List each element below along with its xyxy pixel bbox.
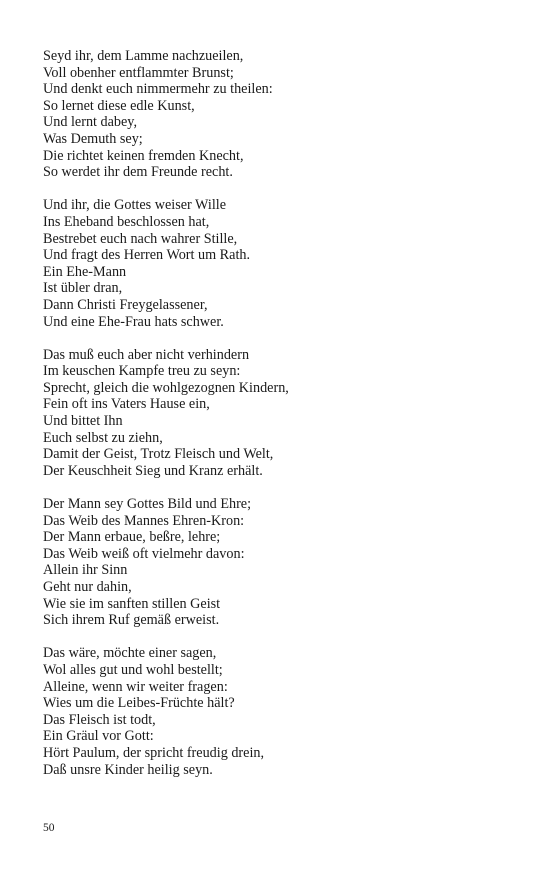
poem-line: Dann Christi Freygelassener, <box>43 296 208 313</box>
poem-line: Damit der Geist, Trotz Fleisch und Welt, <box>43 446 274 463</box>
poem-line: Das muß euch aber nicht verhindern <box>43 346 250 363</box>
poem-line: Und eine Ehe-Frau hats schwer. <box>43 313 224 330</box>
stanza <box>43 645 513 778</box>
poem-line: Und ihr, die Gottes weiser Wille <box>43 197 226 214</box>
poem-line: Im keuschen Kampfe treu zu seyn: <box>43 363 241 380</box>
poem-line: Sprecht, gleich die wohlgezognen Kindern, <box>43 379 289 396</box>
stanza <box>43 197 513 330</box>
poem-line: Und bittet Ihn <box>43 413 123 430</box>
poem-line: So werdet ihr dem Freunde recht. <box>43 164 233 181</box>
poem-line: Das Weib weiß oft vielmehr davon: <box>43 545 245 562</box>
poem-line: Ein Ehe-Mann <box>43 263 127 280</box>
poem-line: Der Mann sey Gottes Bild und Ehre; <box>43 496 252 513</box>
poem-line: Alleine, wenn wir weiter fragen: <box>43 678 228 695</box>
poem-line: Und denkt euch nimmermehr zu theilen: <box>43 81 273 98</box>
poem-line: Was Demuth sey; <box>43 130 143 147</box>
poem-line: Das wäre, möchte einer sagen, <box>43 645 217 662</box>
poem-line: So lernet diese edle Kunst, <box>43 97 195 114</box>
poem-line: Allein ihr Sinn <box>43 562 128 579</box>
poem-line: Ist übler dran, <box>43 280 123 297</box>
poem-line: Die richtet keinen fremden Knecht, <box>43 147 244 164</box>
poem-line: Wie sie im sanften stillen Geist <box>43 595 221 612</box>
stanza <box>43 347 513 480</box>
poem-line: Ein Gräul vor Gott: <box>43 728 154 745</box>
poem-line: Der Mann erbaue, beßre, lehre; <box>43 529 221 546</box>
poem-line: Voll obenher entflammter Brunst; <box>43 64 234 81</box>
stanza <box>43 48 513 181</box>
poem-line: Das Weib des Mannes Ehren-Kron: <box>43 512 245 529</box>
poem-line: Wies um die Leibes-Früchte hält? <box>43 695 235 712</box>
page-number: 50 <box>43 822 55 834</box>
poem-line: Hört Paulum, der spricht freudig drein, <box>43 744 265 761</box>
poem-line: Sich ihrem Ruf gemäß erweist. <box>43 612 220 629</box>
poem-line: Seyd ihr, dem Lamme nachzueilen, <box>43 48 244 64</box>
poem-line: Fein oft ins Vaters Hause ein, <box>43 396 210 413</box>
poem-line: Geht nur dahin, <box>43 579 132 595</box>
poem-line: Wol alles gut und wohl bestellt; <box>43 661 223 678</box>
poem-line: Der Keuschheit Sieg und Kranz erhält. <box>43 462 263 479</box>
poem-line: Ins Eheband beschlossen hat, <box>43 213 210 230</box>
poem-line: Und fragt des Herren Wort um Rath. <box>43 247 251 264</box>
poem-line: Euch selbst zu ziehn, <box>43 429 163 446</box>
poem-line: Und lernt dabey, <box>43 114 138 131</box>
poem-line: Das Fleisch ist todt, <box>43 711 156 728</box>
stanza <box>43 496 513 629</box>
poem <box>43 48 513 795</box>
poem-line: Bestrebet euch nach wahrer Stille, <box>43 230 238 247</box>
poem-line: Daß unsre Kinder heilig seyn. <box>43 761 213 778</box>
